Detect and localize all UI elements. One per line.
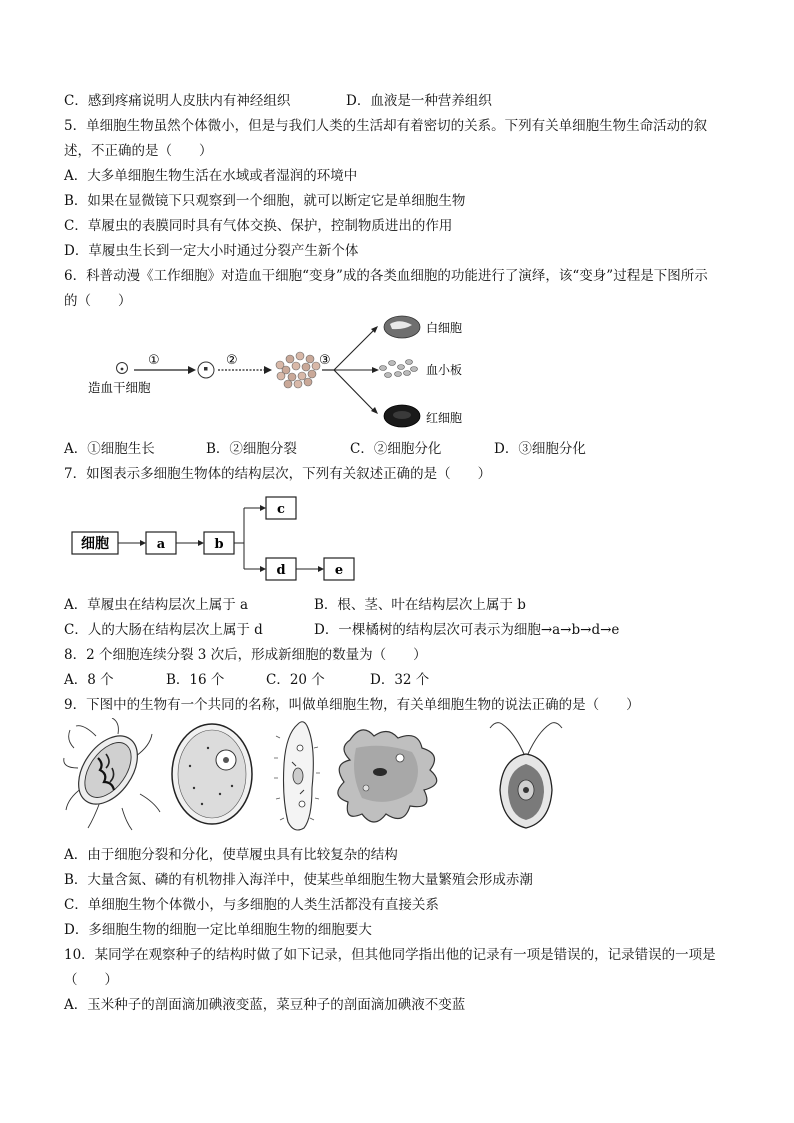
q8-option-a: A．8 个 (64, 672, 114, 688)
q6-stem-line1: 6．科普动漫《工作细胞》对造血干细胞“变身”成的各类血细胞的功能进行了演绎，该“变身”过程是下图所示 (64, 268, 708, 284)
q6-blood-cell-diagram (68, 312, 488, 437)
d-box-label: d (276, 563, 286, 578)
q10-stem-line1: 10．某同学在观察种子的结构时做了如下记录，但其他同学指出他的记录有一项是错误的，记录错误的一项是 (64, 947, 716, 963)
q5-option-d: D．草履虫生长到一定大小时通过分裂产生新个体 (64, 243, 359, 259)
paramecium-icon (274, 722, 320, 830)
q6-option-d: D．③细胞分化 (494, 441, 586, 457)
q9-option-b: B．大量含氮、磷的有机物排入海洋中，使某些单细胞生物大量繁殖会形成赤潮 (64, 872, 533, 888)
q6-option-a: A．①细胞生长 (64, 441, 155, 457)
q10-stem-line2: （ ） (64, 972, 118, 988)
q7-option-b: B．根、茎、叶在结构层次上属于 b (314, 597, 526, 613)
a-box-label: a (156, 537, 166, 552)
white-blood-cell-icon (384, 316, 420, 338)
q5-option-a: A．大多单细胞生物生活在水域或者湿润的环境中 (64, 168, 358, 184)
q5-stem-line1: 5．单细胞生物虽然个体微小，但是与我们人类的生活却有着密切的关系。下列有关单细胞生物生命活动的叙 (64, 118, 708, 134)
red-blood-cell-icon (384, 405, 420, 427)
divided-cells-icon (276, 352, 320, 388)
q9-option-d: D．多细胞生物的细胞一定比单细胞生物的细胞要大 (64, 922, 372, 938)
arrow-head-2 (264, 366, 272, 374)
q9-stem: 9．下图中的生物有一个共同的名称，叫做单细胞生物，有关单细胞生物的说法正确的是（ ） (64, 697, 640, 713)
bacterium-icon (64, 718, 160, 830)
step2-label: ② (226, 353, 238, 368)
e-box-label: e (334, 563, 344, 578)
q7-structure-diagram (68, 492, 368, 588)
q6-stem-line2: 的（ ） (64, 293, 132, 309)
step3-label: ③ (319, 353, 331, 368)
stem-cell-label: 造血干细胞 (88, 380, 151, 395)
q7-option-c: C．人的大肠在结构层次上属于 d (64, 622, 263, 638)
q5-stem-line2: 述，不正确的是（ ） (64, 143, 213, 159)
q9-single-cell-organisms-figure (62, 718, 592, 836)
q6-option-c: C．②细胞分化 (350, 441, 442, 457)
white-cell-label: 白细胞 (426, 321, 463, 335)
grown-cell-icon (198, 362, 214, 378)
q5-option-c: C．草履虫的表膜同时具有气体交换、保护，控制物质进出的作用 (64, 218, 453, 234)
arrow-head-1 (188, 366, 196, 374)
step1-label: ① (148, 353, 160, 368)
c-box-label: c (277, 502, 285, 517)
q8-option-b: B．16 个 (166, 672, 225, 688)
q10-option-a: A．玉米种子的剖面滴加碘液变蓝，菜豆种子的剖面滴加碘液不变蓝 (64, 997, 466, 1013)
q4-option-c: C．感到疼痛说明人皮肤内有神经组织 (64, 93, 291, 109)
q7-stem: 7．如图表示多细胞生物体的结构层次，下列有关叙述正确的是（ ） (64, 466, 492, 482)
cell-box-label: 细胞 (81, 536, 109, 552)
q8-stem: 8．2 个细胞连续分裂 3 次后，形成新细胞的数量为（ ） (64, 647, 427, 663)
q8-option-d: D．32 个 (370, 672, 430, 688)
branch-to-white (334, 330, 374, 370)
q9-option-a: A．由于细胞分裂和分化，使草履虫具有比较复杂的结构 (64, 847, 398, 863)
platelet-icon (380, 360, 418, 378)
q7-option-a: A．草履虫在结构层次上属于 a (64, 597, 249, 613)
q6-option-b: B．②细胞分裂 (206, 441, 297, 457)
q7-option-d: D．一棵橘树的结构层次可表示为细胞→a→b→d→e (314, 622, 620, 638)
q8-option-c: C．20 个 (266, 672, 325, 688)
q9-option-c: C．单细胞生物个体微小，与多细胞的人类生活都没有直接关系 (64, 897, 439, 913)
branch-to-red (334, 370, 374, 411)
q4-option-d: D．血液是一种营养组织 (346, 93, 492, 109)
yeast-cell-icon (172, 724, 252, 824)
b-box-label: b (214, 537, 224, 552)
platelet-label: 血小板 (426, 363, 463, 377)
chlamydomonas-icon (490, 723, 562, 828)
amoeba-icon (338, 730, 437, 822)
red-cell-label: 红细胞 (426, 411, 463, 425)
q5-option-b: B．如果在显微镜下只观察到一个细胞，就可以断定它是单细胞生物 (64, 193, 466, 209)
stem-cell-icon (117, 363, 128, 374)
